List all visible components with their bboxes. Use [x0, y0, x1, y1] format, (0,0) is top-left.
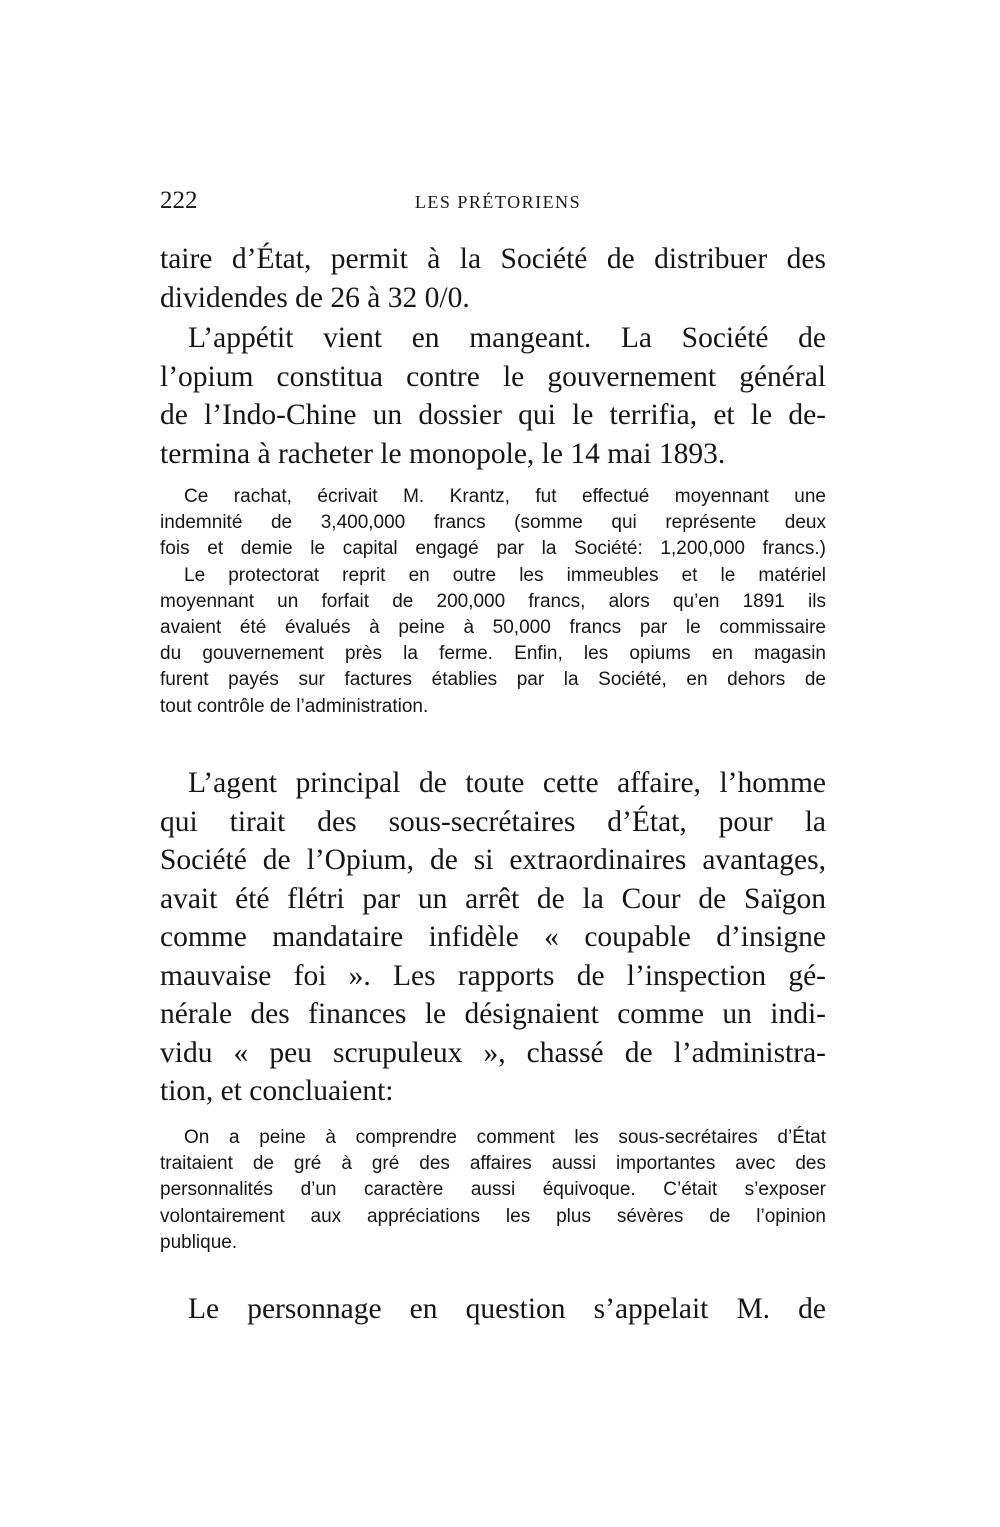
- text-line: tion, et concluaient:: [160, 1075, 394, 1107]
- text-line: L’agent principal de toute cette affaire, l’homme: [188, 767, 826, 799]
- quote-line: Le protectorat reprit en outre les immeubles et le matériel: [184, 564, 826, 586]
- quote-line: fois et demie le capital engagé par la Société: 1,200,000 francs.): [160, 538, 826, 560]
- text-line: qui tirait des sous-secrétaires d’État, pour la: [160, 805, 826, 838]
- page-header: [160, 186, 826, 220]
- paragraph: [160, 1290, 826, 1329]
- quote-line: avaient été évalués à peine à 50,000 francs par le commissaire: [160, 617, 826, 639]
- quote-line: traitaient de gré à gré des affaires aussi importantes avec des: [160, 1153, 826, 1175]
- text-line: Le personnage en question s’appelait M. de: [188, 1293, 826, 1325]
- quote-line: Ce rachat, écrivait M. Krantz, fut effectué moyennant une: [184, 486, 826, 507]
- quote-line: volontairement aux appréciations les plus sévères de l’opinion: [160, 1205, 826, 1227]
- text-line: vidu « peu scrupuleux », chassé de l’administra-: [160, 1036, 826, 1069]
- paragraph-continuation: [160, 240, 826, 317]
- page-number: 222: [160, 187, 198, 214]
- quote-line: du gouvernement près la ferme. Enfin, les opiums en magasin: [160, 643, 826, 665]
- quote-line: On a peine à comprendre comment les sous-secrétaires d’État: [184, 1127, 826, 1148]
- block-quote: [160, 484, 826, 720]
- quote-line: moyennant un forfait de 200,000 francs, alors qu’en 1891 ils: [160, 590, 826, 612]
- text-line: comme mandataire infidèle « coupable d’insigne: [160, 921, 826, 953]
- text-line: termina à racheter le monopole, le 14 mai 1893.: [160, 437, 726, 470]
- text-line: dividendes de 26 à 32 0/0.: [160, 281, 470, 314]
- paragraph: [160, 764, 826, 1111]
- quote-line: publique.: [160, 1231, 238, 1253]
- text-line: l’opium constitua contre le gouvernement général: [160, 360, 826, 393]
- quote-line: personnalités d’un caractère aussi équivoque. C’était s’exposer: [160, 1179, 826, 1201]
- running-title: LES PRÉTORIENS: [414, 192, 582, 212]
- text-line: avait été flétri par un arrêt de la Cour de Saïgon: [160, 882, 826, 915]
- quote-line: indemnité de 3,400,000 francs (somme qui représente deux: [160, 512, 826, 534]
- quote-line: tout contrôle de l’administration.: [160, 695, 429, 717]
- text-line: taire d’État, permit à la Société de distribuer des: [160, 243, 826, 275]
- quote-line: furent payés sur factures établies par la Société, en dehors de: [160, 669, 826, 691]
- text-line: mauvaise foi ». Les rapports de l’inspection gé-: [160, 959, 826, 992]
- text-line: de l’Indo-Chine un dossier qui le terrifia, et le de-: [160, 399, 826, 431]
- block-quote: [160, 1125, 826, 1256]
- text-line: nérale des finances le désignaient comme un indi-: [160, 998, 826, 1030]
- text-line: Société de l’Opium, de si extraordinaires avantages,: [160, 844, 826, 876]
- paragraph: [160, 319, 826, 473]
- text-line: L’appétit vient en mangeant. La Société de: [188, 322, 826, 354]
